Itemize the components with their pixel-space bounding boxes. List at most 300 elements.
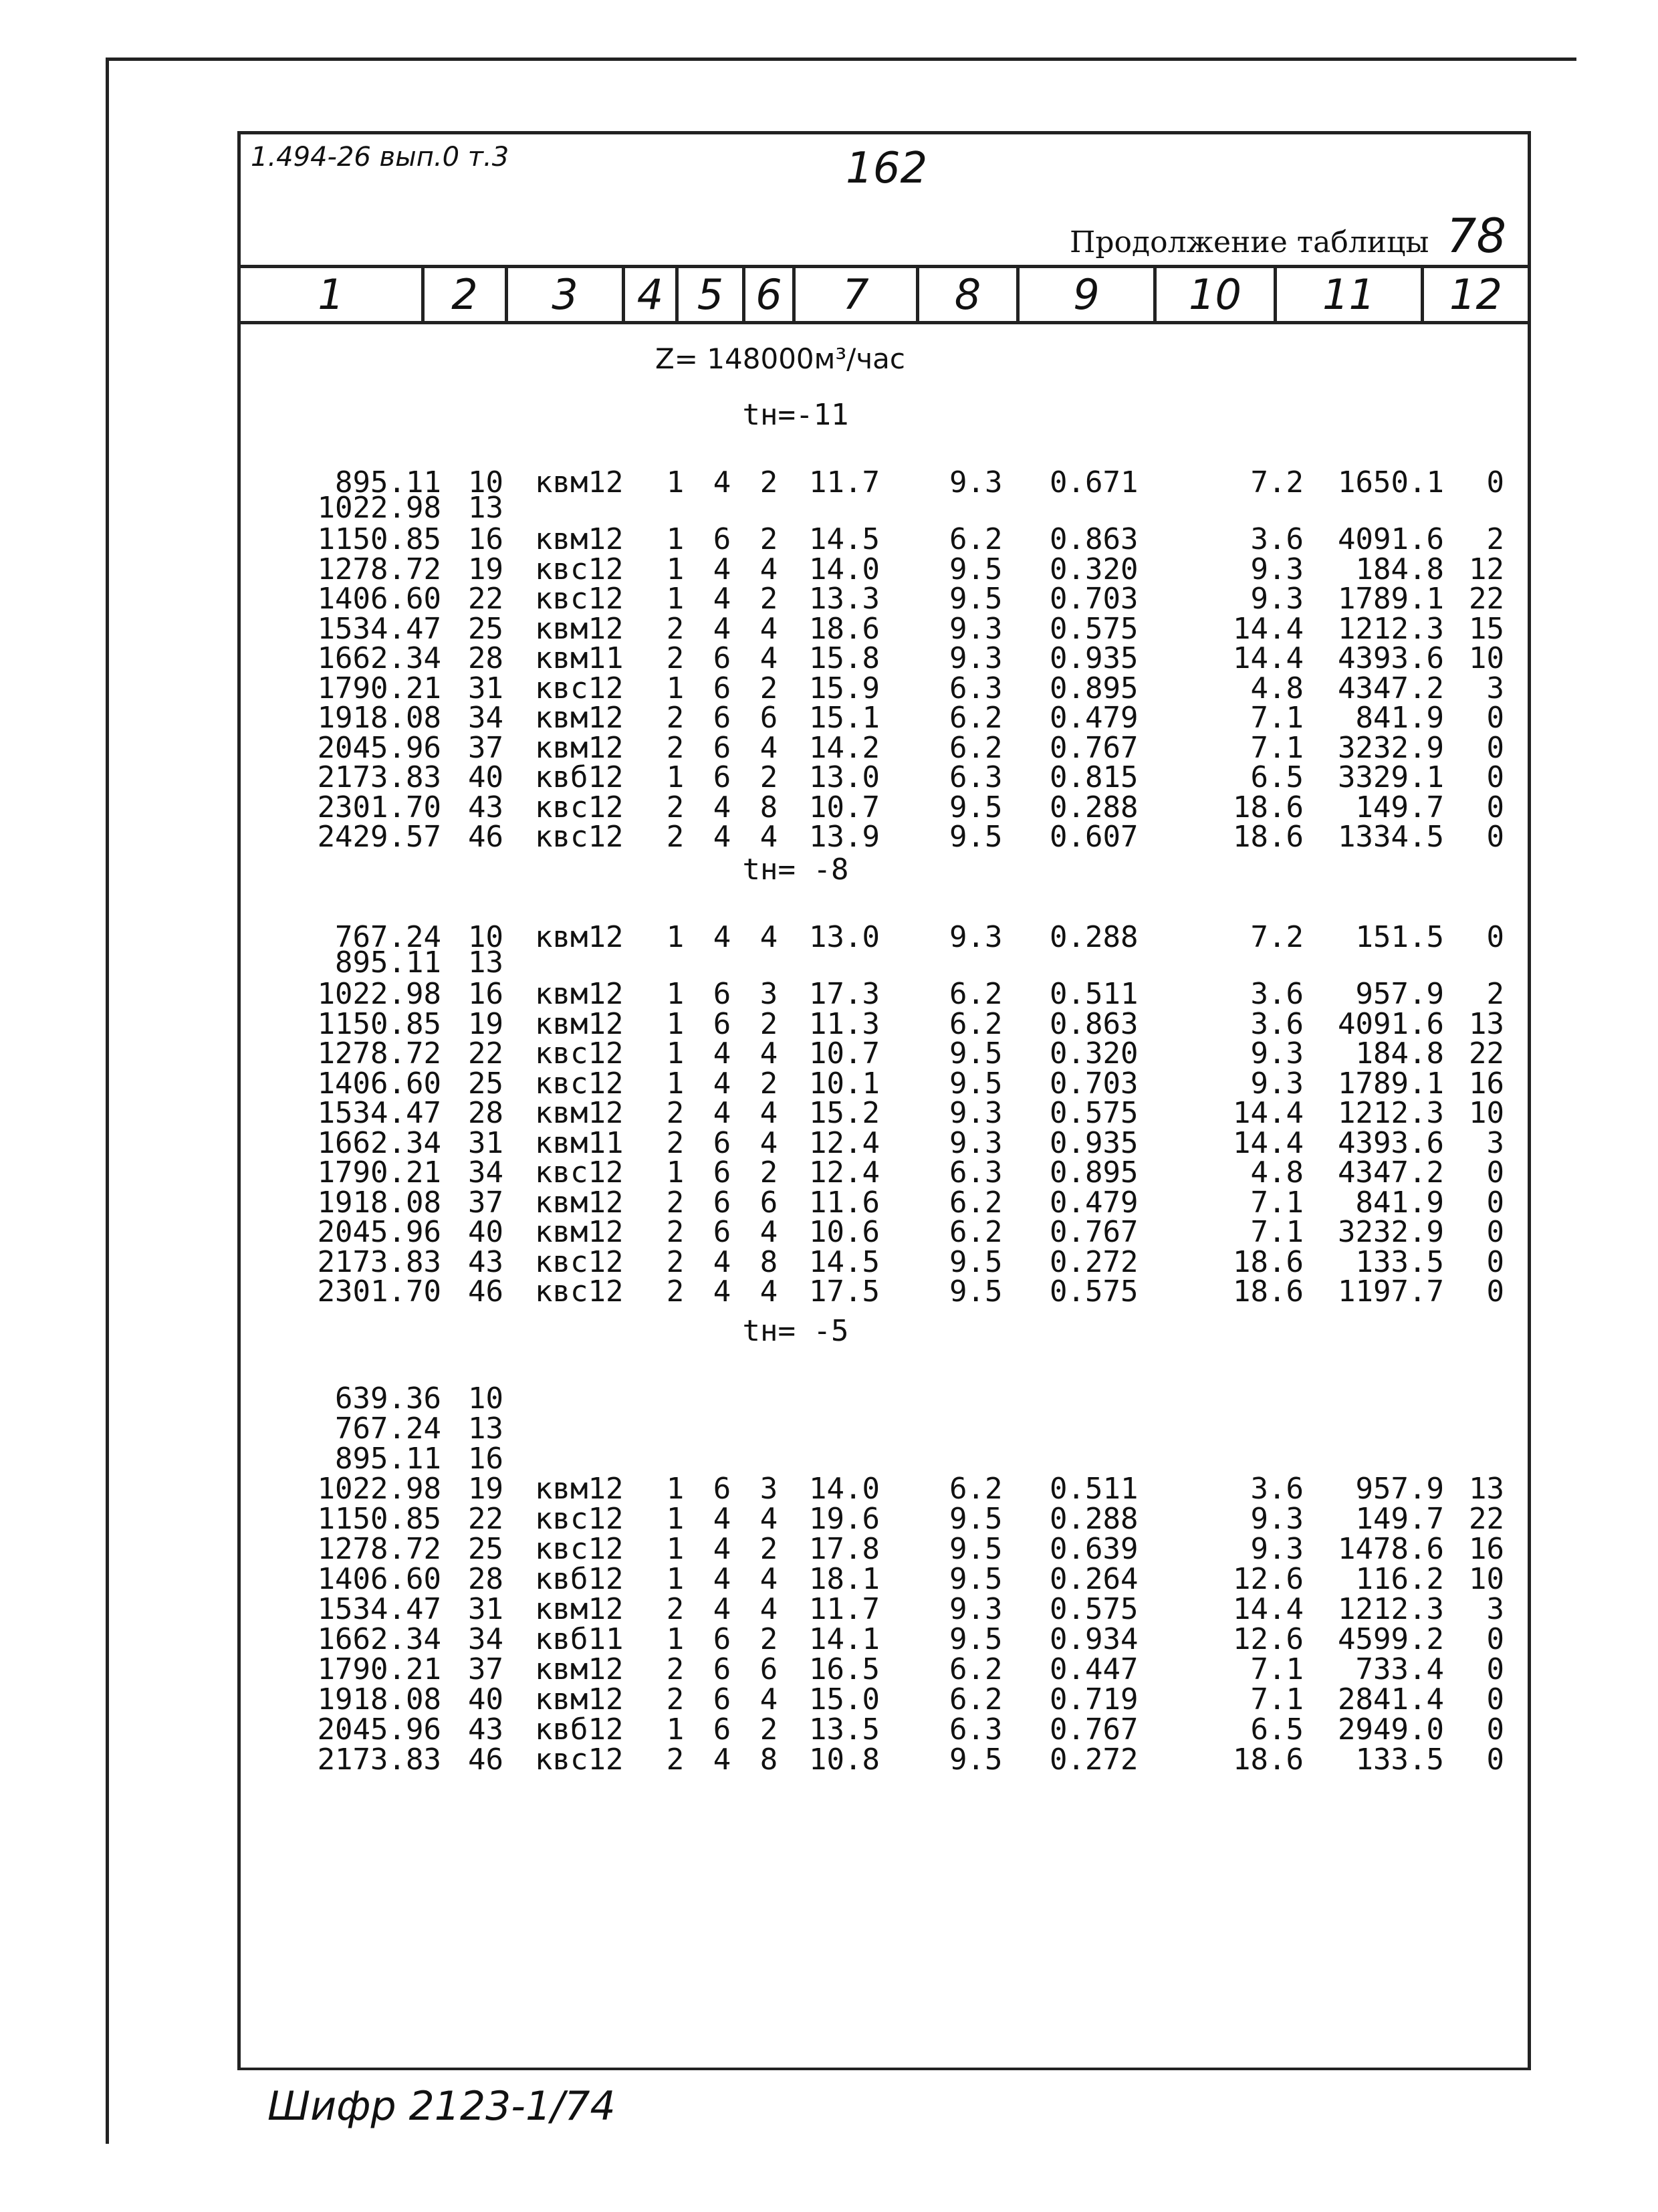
cell-col-11: 957.9 bbox=[1355, 1472, 1444, 1506]
col-header: 8 bbox=[954, 269, 981, 319]
cell-col-7: 19.6 bbox=[809, 1502, 880, 1536]
cell-col-9: 0.639 bbox=[1050, 1532, 1139, 1566]
cell-col-11: 149.7 bbox=[1355, 1502, 1444, 1536]
cell-col-7: 14.0 bbox=[809, 552, 880, 586]
cell-col-9: 0.288 bbox=[1050, 920, 1139, 954]
cell-col-4: 2 bbox=[666, 1096, 685, 1130]
cell-col-1: 1918.08 bbox=[317, 701, 441, 735]
cell-col-12: 3 bbox=[1486, 1126, 1504, 1160]
cell-col-9: 0.863 bbox=[1050, 1007, 1139, 1041]
cell-col-5: 6 bbox=[713, 641, 731, 675]
cell-col-5: 6 bbox=[713, 701, 731, 735]
cell-col-9: 0.607 bbox=[1050, 820, 1139, 854]
cell-col-12: 13 bbox=[1469, 1007, 1504, 1041]
cell-col-7: 10.1 bbox=[809, 1067, 880, 1101]
cell-col-7: 17.5 bbox=[809, 1275, 880, 1309]
cell-col-5: 6 bbox=[713, 1126, 731, 1160]
cell-col-5: 6 bbox=[713, 731, 731, 765]
cell-col-8: 9.3 bbox=[949, 641, 1003, 675]
cell-col-12: 0 bbox=[1486, 1186, 1504, 1220]
cell-col-3: квб12 bbox=[535, 760, 624, 794]
cell-col-2: 10 bbox=[468, 1381, 503, 1416]
cell-col-2: 46 bbox=[468, 1275, 503, 1309]
cell-col-2: 25 bbox=[468, 1532, 503, 1566]
cell-col-8: 6.2 bbox=[949, 1007, 1003, 1041]
cell-col-11: 841.9 bbox=[1355, 701, 1444, 735]
cell-col-2: 13 bbox=[468, 491, 503, 525]
cell-col-5: 4 bbox=[713, 1096, 731, 1130]
col-header: 4 bbox=[636, 269, 664, 319]
cell-col-6: 2 bbox=[759, 582, 778, 616]
cell-col-6: 2 bbox=[759, 760, 778, 794]
cell-col-11: 1197.7 bbox=[1338, 1275, 1444, 1309]
cell-col-5: 6 bbox=[713, 671, 731, 705]
table-row bbox=[241, 552, 1504, 586]
cell-col-4: 1 bbox=[666, 1155, 685, 1190]
table-row bbox=[241, 1712, 1504, 1747]
cell-col-1: 1662.34 bbox=[317, 1622, 441, 1656]
cell-col-7: 10.7 bbox=[809, 790, 880, 824]
table-row bbox=[241, 1652, 1504, 1686]
cell-col-4: 2 bbox=[666, 1652, 685, 1686]
cell-col-9: 0.934 bbox=[1050, 1622, 1139, 1656]
cell-col-5: 4 bbox=[713, 820, 731, 854]
cell-col-2: 40 bbox=[468, 1682, 503, 1717]
cell-col-7: 14.0 bbox=[809, 1472, 880, 1506]
cell-col-2: 40 bbox=[468, 1215, 503, 1249]
cell-col-8: 6.3 bbox=[949, 760, 1003, 794]
cell-col-6: 4 bbox=[759, 1036, 778, 1071]
cell-col-6: 4 bbox=[759, 1682, 778, 1717]
table-row bbox=[241, 1007, 1504, 1041]
cell-col-9: 0.575 bbox=[1050, 1096, 1139, 1130]
cell-col-12: 10 bbox=[1469, 1096, 1504, 1130]
table-number: 78 bbox=[1446, 209, 1506, 263]
cell-col-8: 9.5 bbox=[949, 1036, 1003, 1071]
cell-col-11: 841.9 bbox=[1355, 1186, 1444, 1220]
cell-col-1: 1150.85 bbox=[317, 522, 441, 556]
cell-col-11: 151.5 bbox=[1355, 920, 1444, 954]
cell-col-11: 957.9 bbox=[1355, 977, 1444, 1011]
cell-col-9: 0.575 bbox=[1050, 612, 1139, 646]
cell-col-11: 4393.6 bbox=[1338, 1126, 1444, 1160]
cell-col-5: 6 bbox=[713, 1712, 731, 1747]
cell-col-10: 3.6 bbox=[1250, 977, 1304, 1011]
cell-col-5: 6 bbox=[713, 760, 731, 794]
cell-col-6: 4 bbox=[759, 1215, 778, 1249]
cell-col-5: 4 bbox=[713, 612, 731, 646]
cell-col-4: 2 bbox=[666, 1126, 685, 1160]
cell-col-9: 0.863 bbox=[1050, 522, 1139, 556]
cell-col-4: 1 bbox=[666, 1067, 685, 1101]
cell-col-7: 10.7 bbox=[809, 1036, 880, 1071]
cell-col-6: 4 bbox=[759, 920, 778, 954]
table-row bbox=[241, 1562, 1504, 1596]
cell-col-10: 3.6 bbox=[1250, 522, 1304, 556]
cell-col-2: 46 bbox=[468, 1743, 503, 1777]
cell-col-1: 1534.47 bbox=[317, 1096, 441, 1130]
cell-col-6: 2 bbox=[759, 522, 778, 556]
cell-col-11: 2949.0 bbox=[1338, 1712, 1444, 1747]
cell-col-11: 1789.1 bbox=[1338, 582, 1444, 616]
cell-col-6: 2 bbox=[759, 1007, 778, 1041]
cell-col-7: 11.7 bbox=[809, 465, 880, 500]
section-title: tн= -5 bbox=[742, 1314, 849, 1348]
cell-col-4: 2 bbox=[666, 1592, 685, 1626]
cell-col-4: 1 bbox=[666, 522, 685, 556]
cell-col-7: 14.2 bbox=[809, 731, 880, 765]
cell-col-1: 1406.60 bbox=[317, 582, 441, 616]
cell-col-10: 14.4 bbox=[1233, 1096, 1304, 1130]
cell-col-10: 7.1 bbox=[1250, 731, 1304, 765]
cell-col-2: 13 bbox=[468, 946, 503, 980]
table-row bbox=[241, 1215, 1504, 1249]
cell-col-1: 639.36 bbox=[335, 1381, 441, 1416]
cell-col-5: 4 bbox=[713, 465, 731, 500]
cell-col-10: 3.6 bbox=[1250, 1007, 1304, 1041]
cell-col-8: 9.5 bbox=[949, 1067, 1003, 1101]
cell-col-10: 9.3 bbox=[1250, 552, 1304, 586]
cell-col-9: 0.272 bbox=[1050, 1743, 1139, 1777]
cell-col-1: 2173.83 bbox=[317, 760, 441, 794]
cell-col-6: 4 bbox=[759, 1592, 778, 1626]
cell-col-3: квм12 bbox=[535, 465, 624, 500]
cell-col-12: 2 bbox=[1486, 522, 1504, 556]
cell-col-7: 18.6 bbox=[809, 612, 880, 646]
cell-col-8: 9.3 bbox=[949, 1126, 1003, 1160]
cell-col-10: 7.1 bbox=[1250, 1652, 1304, 1686]
cell-col-7: 15.9 bbox=[809, 671, 880, 705]
table-row bbox=[241, 1067, 1504, 1101]
cell-col-1: 767.24 bbox=[335, 920, 441, 954]
cell-col-8: 9.5 bbox=[949, 790, 1003, 824]
cell-col-7: 15.1 bbox=[809, 701, 880, 735]
cell-col-2: 37 bbox=[468, 731, 503, 765]
cell-col-8: 6.3 bbox=[949, 1712, 1003, 1747]
cell-col-11: 184.8 bbox=[1355, 552, 1444, 586]
table-row bbox=[241, 493, 1498, 523]
cell-col-4: 1 bbox=[666, 920, 685, 954]
cell-col-11: 1789.1 bbox=[1338, 1067, 1444, 1101]
cell-col-6: 4 bbox=[759, 1126, 778, 1160]
cell-col-6: 2 bbox=[759, 1067, 778, 1101]
cell-col-4: 1 bbox=[666, 1472, 685, 1506]
cell-col-5: 4 bbox=[713, 1502, 731, 1536]
cell-col-9: 0.288 bbox=[1050, 1502, 1139, 1536]
cell-col-3: квм12 bbox=[535, 701, 624, 735]
cell-col-10: 18.6 bbox=[1233, 820, 1304, 854]
cell-col-11: 4599.2 bbox=[1338, 1622, 1444, 1656]
table-row bbox=[241, 1532, 1504, 1566]
cell-col-12: 0 bbox=[1486, 1743, 1504, 1777]
cell-col-4: 1 bbox=[666, 760, 685, 794]
cell-col-12: 0 bbox=[1486, 1155, 1504, 1190]
table-row bbox=[241, 1126, 1504, 1160]
cell-col-12: 10 bbox=[1469, 641, 1504, 675]
outer-frame-left bbox=[106, 58, 109, 2144]
cell-col-5: 6 bbox=[713, 522, 731, 556]
cell-col-6: 4 bbox=[759, 1502, 778, 1536]
cell-col-5: 4 bbox=[713, 790, 731, 824]
cell-col-5: 4 bbox=[713, 582, 731, 616]
cell-col-10: 4.8 bbox=[1250, 1155, 1304, 1190]
cell-col-1: 895.11 bbox=[335, 465, 441, 500]
cell-col-9: 0.511 bbox=[1050, 1472, 1139, 1506]
table-frame-bottom bbox=[237, 2068, 1531, 2070]
cell-col-10: 7.2 bbox=[1250, 920, 1304, 954]
cell-col-4: 2 bbox=[666, 1682, 685, 1717]
cell-col-10: 7.1 bbox=[1250, 1186, 1304, 1220]
cell-col-8: 9.5 bbox=[949, 552, 1003, 586]
cell-col-2: 34 bbox=[468, 1155, 503, 1190]
table-row bbox=[241, 612, 1504, 646]
cell-col-3: квм12 bbox=[535, 731, 624, 765]
cell-col-8: 9.5 bbox=[949, 1562, 1003, 1596]
cell-col-6: 2 bbox=[759, 671, 778, 705]
cell-col-5: 4 bbox=[713, 1036, 731, 1071]
cell-col-11: 3232.9 bbox=[1338, 731, 1444, 765]
cell-col-7: 13.0 bbox=[809, 760, 880, 794]
table-row bbox=[241, 1245, 1504, 1279]
cell-col-1: 1534.47 bbox=[317, 1592, 441, 1626]
cell-col-2: 19 bbox=[468, 552, 503, 586]
cell-col-8: 9.5 bbox=[949, 1502, 1003, 1536]
document-code: 1.494-26 вып.0 т.3 bbox=[251, 142, 509, 173]
cell-col-12: 15 bbox=[1469, 612, 1504, 646]
cell-col-10: 6.5 bbox=[1250, 1712, 1304, 1747]
cell-col-11: 149.7 bbox=[1355, 790, 1444, 824]
table-row bbox=[241, 1682, 1504, 1717]
cell-col-9: 0.935 bbox=[1050, 1126, 1139, 1160]
cell-col-1: 1790.21 bbox=[317, 1652, 441, 1686]
cell-col-10: 12.6 bbox=[1233, 1562, 1304, 1596]
cell-col-9: 0.895 bbox=[1050, 671, 1139, 705]
cell-col-4: 2 bbox=[666, 1743, 685, 1777]
cell-col-12: 0 bbox=[1486, 1622, 1504, 1656]
cell-col-6: 6 bbox=[759, 701, 778, 735]
cell-col-11: 4091.6 bbox=[1338, 1007, 1444, 1041]
cell-col-9: 0.935 bbox=[1050, 641, 1139, 675]
cell-col-12: 2 bbox=[1486, 977, 1504, 1011]
cell-col-2: 22 bbox=[468, 582, 503, 616]
cell-col-10: 9.3 bbox=[1250, 1036, 1304, 1071]
table-row bbox=[241, 1592, 1504, 1626]
cell-col-9: 0.447 bbox=[1050, 1652, 1139, 1686]
cell-col-5: 6 bbox=[713, 1007, 731, 1041]
cell-col-4: 2 bbox=[666, 1186, 685, 1220]
cell-col-5: 4 bbox=[713, 1743, 731, 1777]
cell-col-3: квм12 bbox=[535, 920, 624, 954]
cell-col-1: 2429.57 bbox=[317, 820, 441, 854]
cell-col-12: 12 bbox=[1469, 552, 1504, 586]
cell-col-4: 1 bbox=[666, 1532, 685, 1566]
cell-col-10: 4.8 bbox=[1250, 671, 1304, 705]
cell-col-2: 22 bbox=[468, 1036, 503, 1071]
cell-col-1: 2045.96 bbox=[317, 1215, 441, 1249]
cell-col-7: 11.6 bbox=[809, 1186, 880, 1220]
table-row bbox=[241, 731, 1504, 765]
table-row bbox=[241, 1155, 1504, 1190]
cell-col-3: квм11 bbox=[535, 641, 624, 675]
col-header: 2 bbox=[451, 269, 478, 319]
cell-col-8: 6.3 bbox=[949, 1155, 1003, 1190]
cell-col-12: 0 bbox=[1486, 1652, 1504, 1686]
cell-col-2: 10 bbox=[468, 920, 503, 954]
cell-col-7: 18.1 bbox=[809, 1562, 880, 1596]
cell-col-4: 2 bbox=[666, 731, 685, 765]
cell-col-7: 17.8 bbox=[809, 1532, 880, 1566]
cell-col-1: 2045.96 bbox=[317, 731, 441, 765]
cell-col-1: 2045.96 bbox=[317, 1712, 441, 1747]
cell-col-5: 4 bbox=[713, 1067, 731, 1101]
cell-col-12: 0 bbox=[1486, 920, 1504, 954]
table-row bbox=[241, 760, 1504, 794]
cell-col-8: 9.5 bbox=[949, 1275, 1003, 1309]
cell-col-11: 133.5 bbox=[1355, 1245, 1444, 1279]
cell-col-9: 0.479 bbox=[1050, 701, 1139, 735]
cell-col-1: 1022.98 bbox=[317, 491, 441, 525]
cell-col-11: 4091.6 bbox=[1338, 522, 1444, 556]
cell-col-1: 1022.98 bbox=[317, 1472, 441, 1506]
cell-col-12: 0 bbox=[1486, 820, 1504, 854]
cell-col-3: квм12 bbox=[535, 1592, 624, 1626]
cell-col-11: 1212.3 bbox=[1338, 612, 1444, 646]
cell-col-12: 13 bbox=[1469, 1472, 1504, 1506]
table-row bbox=[241, 641, 1504, 675]
cell-col-5: 4 bbox=[713, 1532, 731, 1566]
cell-col-8: 6.3 bbox=[949, 671, 1003, 705]
cell-col-5: 4 bbox=[713, 552, 731, 586]
cell-col-6: 4 bbox=[759, 1096, 778, 1130]
cell-col-2: 34 bbox=[468, 701, 503, 735]
cell-col-8: 9.3 bbox=[949, 920, 1003, 954]
col-header: 12 bbox=[1449, 269, 1502, 319]
cell-col-7: 10.6 bbox=[809, 1215, 880, 1249]
cell-col-11: 4393.6 bbox=[1338, 641, 1444, 675]
table-row bbox=[241, 582, 1504, 616]
cell-col-9: 0.272 bbox=[1050, 1245, 1139, 1279]
cell-col-6: 4 bbox=[759, 820, 778, 854]
cell-col-8: 9.5 bbox=[949, 820, 1003, 854]
cell-col-11: 3329.1 bbox=[1338, 760, 1444, 794]
cell-col-3: квм12 bbox=[535, 1096, 624, 1130]
table-row bbox=[241, 1096, 1504, 1130]
cell-col-3: квм12 bbox=[535, 1215, 624, 1249]
cell-col-9: 0.703 bbox=[1050, 582, 1139, 616]
cell-col-10: 14.4 bbox=[1233, 612, 1304, 646]
col-header: 1 bbox=[318, 269, 344, 319]
cell-col-4: 1 bbox=[666, 1562, 685, 1596]
cell-col-6: 8 bbox=[759, 1245, 778, 1279]
cell-col-1: 1406.60 bbox=[317, 1067, 441, 1101]
cell-col-8: 6.2 bbox=[949, 1472, 1003, 1506]
cell-col-8: 6.2 bbox=[949, 1186, 1003, 1220]
table-row bbox=[241, 1472, 1504, 1506]
cell-col-2: 25 bbox=[468, 1067, 503, 1101]
cell-col-11: 1650.1 bbox=[1338, 465, 1444, 500]
cell-col-2: 31 bbox=[468, 1592, 503, 1626]
cell-col-8: 9.3 bbox=[949, 465, 1003, 500]
cell-col-5: 6 bbox=[713, 1472, 731, 1506]
cell-col-12: 0 bbox=[1486, 760, 1504, 794]
cell-col-3: квс12 bbox=[535, 1067, 624, 1101]
cell-col-1: 1534.47 bbox=[317, 612, 441, 646]
cell-col-7: 14.5 bbox=[809, 1245, 880, 1279]
cell-col-10: 18.6 bbox=[1233, 790, 1304, 824]
cell-col-8: 6.2 bbox=[949, 731, 1003, 765]
table-row bbox=[241, 1186, 1504, 1220]
cell-col-9: 0.320 bbox=[1050, 552, 1139, 586]
cell-col-3: квс12 bbox=[535, 790, 624, 824]
cell-col-4: 2 bbox=[666, 1215, 685, 1249]
cell-col-3: квс12 bbox=[535, 552, 624, 586]
cell-col-9: 0.719 bbox=[1050, 1682, 1139, 1717]
cell-col-10: 7.1 bbox=[1250, 1682, 1304, 1717]
cell-col-12: 0 bbox=[1486, 1682, 1504, 1717]
cell-col-8: 6.2 bbox=[949, 1652, 1003, 1686]
cell-col-2: 19 bbox=[468, 1472, 503, 1506]
cell-col-4: 2 bbox=[666, 612, 685, 646]
cell-col-7: 12.4 bbox=[809, 1126, 880, 1160]
cell-col-12: 0 bbox=[1486, 465, 1504, 500]
cell-col-12: 22 bbox=[1469, 582, 1504, 616]
cell-col-6: 3 bbox=[759, 1472, 778, 1506]
cell-col-6: 4 bbox=[759, 612, 778, 646]
cell-col-12: 0 bbox=[1486, 1712, 1504, 1747]
cell-col-3: квс12 bbox=[535, 1743, 624, 1777]
cell-col-10: 14.4 bbox=[1233, 641, 1304, 675]
cell-col-2: 37 bbox=[468, 1186, 503, 1220]
cell-col-8: 9.3 bbox=[949, 1096, 1003, 1130]
cell-col-10: 14.4 bbox=[1233, 1126, 1304, 1160]
cell-col-1: 2173.83 bbox=[317, 1245, 441, 1279]
cell-col-12: 3 bbox=[1486, 1592, 1504, 1626]
table-frame-right bbox=[1528, 131, 1531, 2070]
cell-col-4: 1 bbox=[666, 552, 685, 586]
cell-col-1: 767.24 bbox=[335, 1412, 441, 1446]
cell-col-9: 0.264 bbox=[1050, 1562, 1139, 1596]
cell-col-2: 37 bbox=[468, 1652, 503, 1686]
cell-col-11: 184.8 bbox=[1355, 1036, 1444, 1071]
table-row bbox=[241, 1381, 1498, 1416]
cell-col-6: 3 bbox=[759, 977, 778, 1011]
cell-col-4: 1 bbox=[666, 1712, 685, 1747]
cell-col-7: 16.5 bbox=[809, 1652, 880, 1686]
table-row bbox=[241, 701, 1504, 735]
cell-col-2: 28 bbox=[468, 641, 503, 675]
cell-col-8: 9.5 bbox=[949, 1622, 1003, 1656]
cell-col-1: 1150.85 bbox=[317, 1007, 441, 1041]
cell-col-3: квс12 bbox=[535, 1502, 624, 1536]
cell-col-3: квс12 bbox=[535, 1036, 624, 1071]
cell-col-7: 12.4 bbox=[809, 1155, 880, 1190]
cell-col-2: 31 bbox=[468, 671, 503, 705]
col-header: 7 bbox=[842, 269, 869, 319]
cell-col-3: квс12 bbox=[535, 1275, 624, 1309]
table-row bbox=[241, 1622, 1504, 1656]
cell-col-4: 1 bbox=[666, 671, 685, 705]
cell-col-2: 43 bbox=[468, 1712, 503, 1747]
cell-col-2: 13 bbox=[468, 1412, 503, 1446]
continuation-label bbox=[1070, 209, 1506, 263]
cell-col-1: 895.11 bbox=[335, 1442, 441, 1476]
cell-col-12: 0 bbox=[1486, 1275, 1504, 1309]
section-title: tн=-11 bbox=[742, 398, 849, 432]
cell-col-9: 0.575 bbox=[1050, 1275, 1139, 1309]
cell-col-11: 116.2 bbox=[1355, 1562, 1444, 1596]
cell-col-6: 8 bbox=[759, 790, 778, 824]
cell-col-8: 6.2 bbox=[949, 1682, 1003, 1717]
